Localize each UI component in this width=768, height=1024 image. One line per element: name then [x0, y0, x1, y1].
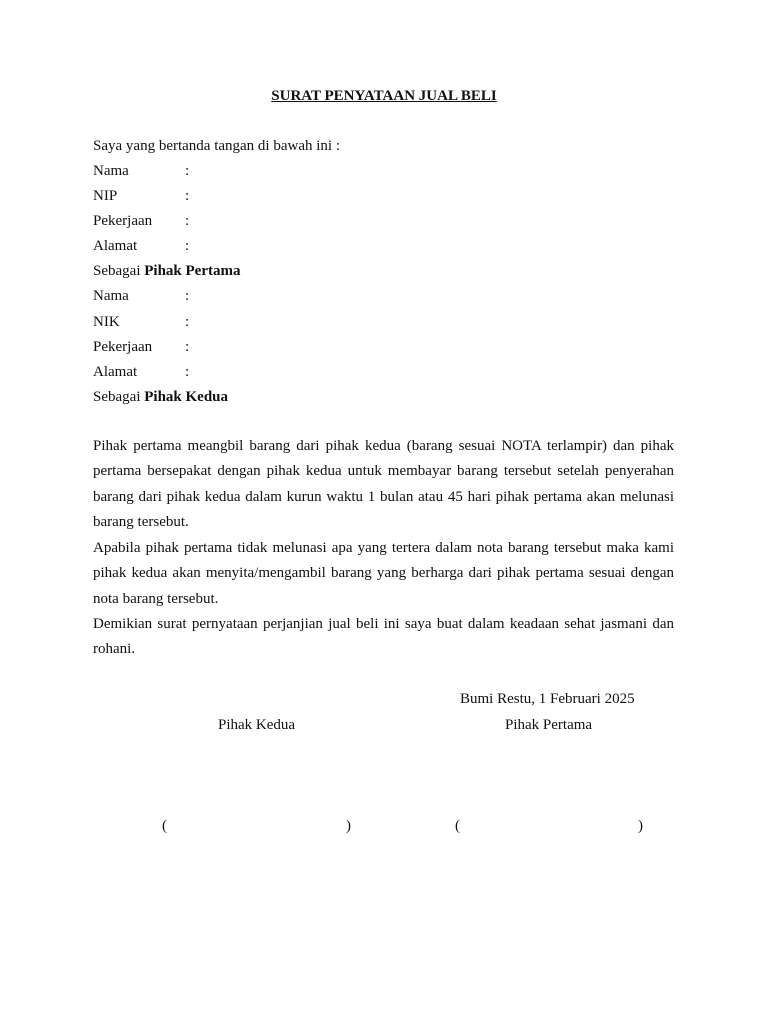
signature-role-left: Pihak Kedua: [218, 717, 296, 733]
body-paragraph-1: Pihak pertama meangbil barang dari pihak kedua (barang sesuai NOTA terlampir) dan pihak pertama bersepakat dengan pihak kedua untuk membayar barang tersebut setelah penyerahan barang dari pihak kedua dalam kurun waktu 1 bulan atau 45 hari pihak pertama akan melunasi barang tersebut.: [93, 438, 674, 531]
role-prefix: Sebagai: [93, 263, 141, 279]
second-party-nik-row: [93, 314, 189, 331]
field-label: Pekerjaan: [93, 339, 153, 355]
field-label: Nama: [93, 163, 129, 179]
second-party-job-row: [93, 339, 189, 356]
field-label: Pekerjaan: [93, 213, 153, 229]
role-name-first-party: Pihak Pertama: [144, 263, 241, 279]
field-colon: :: [185, 339, 190, 355]
field-colon: :: [185, 188, 190, 204]
signature-right-close-paren: ): [638, 818, 643, 834]
second-party-name-row: [93, 288, 189, 305]
field-label: Nama: [93, 288, 129, 304]
first-party-address-row: [93, 238, 189, 255]
role-name-second-party: Pihak Kedua: [144, 389, 229, 405]
field-colon: :: [185, 238, 190, 254]
field-colon: :: [185, 288, 190, 304]
signature-role-right: Pihak Pertama: [505, 717, 593, 733]
body-paragraph-2: Apabila pihak pertama tidak melunasi apa yang tertera dalam nota barang tersebut maka kami pihak kedua akan menyita/mengambil barang yang berharga dari pihak pertama sesuai dengan nota barang tersebut.: [93, 540, 674, 607]
field-label: NIK: [93, 314, 120, 330]
second-party-address-row: [93, 364, 189, 381]
field-label: Alamat: [93, 364, 138, 380]
second-party-role-line: [93, 389, 228, 406]
field-colon: :: [185, 364, 190, 380]
field-colon: :: [185, 213, 190, 229]
first-party-job-row: [93, 213, 189, 230]
first-party-name-row: [93, 163, 189, 180]
first-party-nip-row: [93, 188, 189, 205]
body-paragraph-3: Demikian surat pernyataan perjanjian jual beli ini saya buat dalam keadaan sehat jasmani dan rohani.: [93, 616, 674, 658]
role-prefix: Sebagai: [93, 389, 141, 405]
place-date: Bumi Restu, 1 Februari 2025: [460, 691, 635, 707]
intro-text: Saya yang bertanda tangan di bawah ini :: [93, 138, 341, 154]
field-colon: :: [185, 314, 190, 330]
signature-right-open-paren: (: [455, 818, 460, 834]
field-colon: :: [185, 163, 190, 179]
field-label: NIP: [93, 188, 118, 204]
signature-left-open-paren: (: [162, 818, 167, 834]
document-title: SURAT PENYATAAN JUAL BELI: [271, 88, 497, 104]
signature-left-close-paren: ): [346, 818, 351, 834]
field-label: Alamat: [93, 238, 138, 254]
first-party-role-line: [93, 263, 240, 280]
